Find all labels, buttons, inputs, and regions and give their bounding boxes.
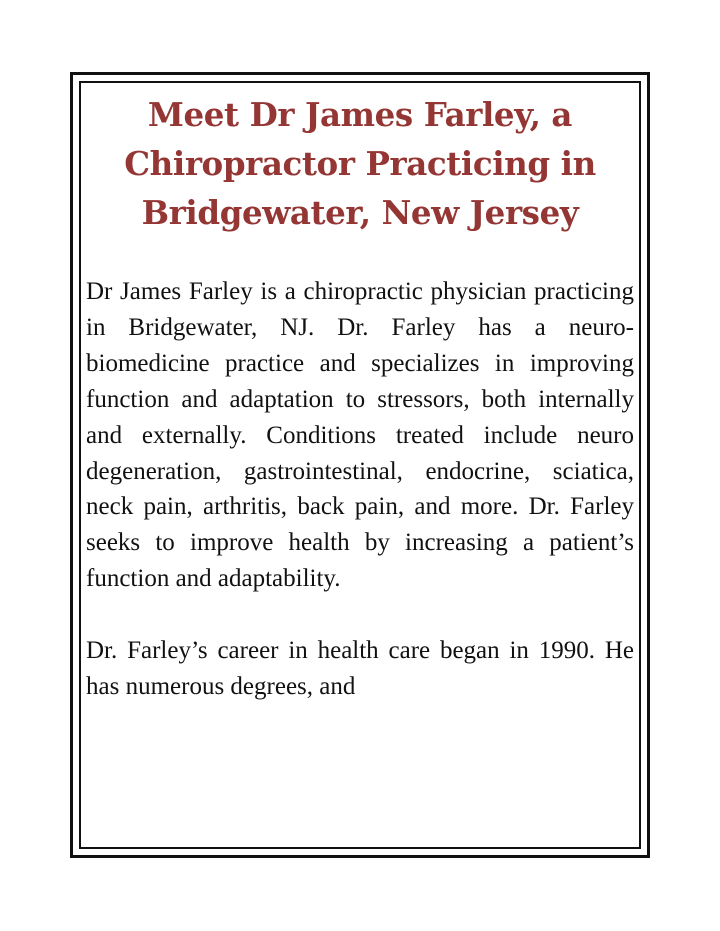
paragraph-career: Dr. Farley’s career in health care began in 1990. He has numerous degrees, and (86, 637, 634, 701)
page-title: Meet Dr James Farley, a Chiropractor Practicing in Bridgewater, New Jersey (124, 95, 596, 232)
document-body (86, 90, 634, 830)
paragraph-intro: Dr James Farley is a chiropractic physician practicing in Bridgewater, NJ. Dr. Farley has a neuro-biomedicine practice and specializes in improving function and adaptation to stressors, both internally and externally. Conditions treated include neuro degeneration, gastrointestinal, endocrine, sciatica, neck pain, arthritis, back pain, and more. Dr. Farley seeks to improve health by increasing a patient’s function and adaptability. (86, 278, 634, 593)
